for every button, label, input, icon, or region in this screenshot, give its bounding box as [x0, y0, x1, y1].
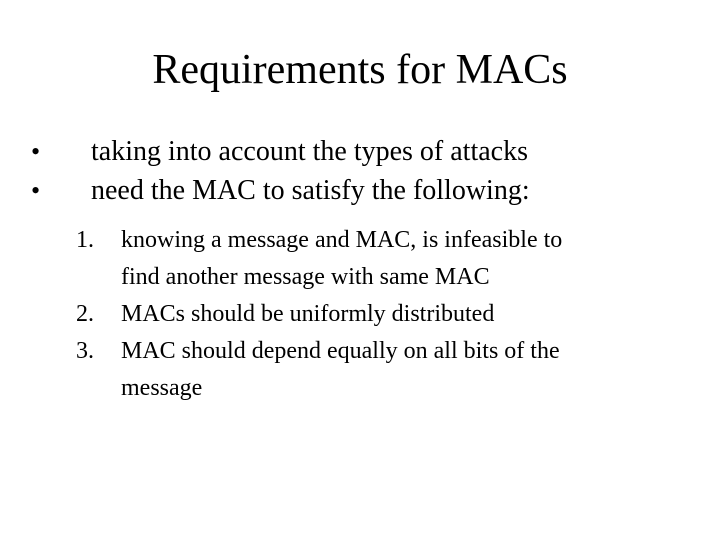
text-line: find another message with same MAC	[121, 264, 490, 290]
bullet-text: taking into account the types of attacks	[91, 136, 528, 167]
slide-title: Requirements for MACs	[152, 47, 568, 93]
bullet-marker: •	[31, 137, 41, 166]
number-marker: 3.	[76, 338, 94, 364]
text-line: MACs should be uniformly distributed	[121, 301, 495, 327]
bullet-marker: •	[31, 176, 41, 205]
text-line: message	[121, 375, 203, 401]
numbered-item-text	[121, 222, 661, 296]
numbered-item-text	[121, 296, 661, 333]
number-marker: 1.	[76, 227, 94, 253]
number-marker: 2.	[76, 301, 94, 327]
numbered-item-text	[121, 333, 661, 407]
text-line: knowing a message and MAC, is infeasible to	[121, 227, 563, 253]
bullet-text: need the MAC to satisfy the following:	[91, 175, 530, 206]
bullet-item	[0, 171, 720, 211]
bullet-item	[0, 132, 720, 172]
text-line: MAC should depend equally on all bits of the	[121, 338, 560, 364]
